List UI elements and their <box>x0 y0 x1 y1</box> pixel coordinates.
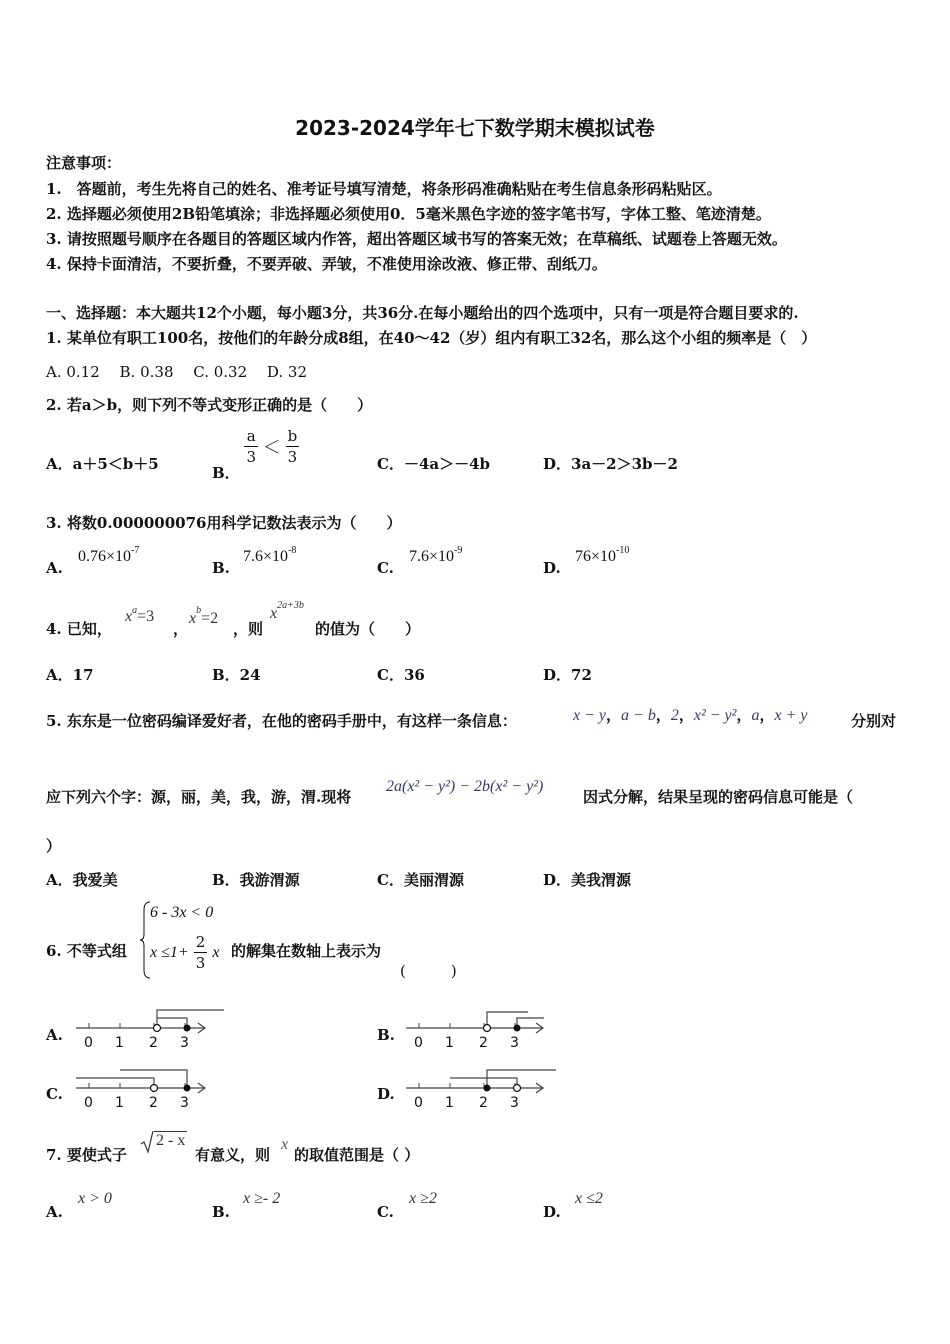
row-left: x ≤1+ <box>150 944 189 961</box>
question-7-option-a: x > 0 <box>78 1190 112 1207</box>
question-4-expr-3 <box>270 600 304 623</box>
question-4-expr-2 <box>189 605 219 628</box>
fraction <box>244 426 258 467</box>
option-label: A. <box>46 559 63 577</box>
mantissa: 7.6×10 <box>409 548 455 565</box>
rhs: =2 <box>201 610 219 627</box>
question-5-option-a: A．我爱美 <box>46 871 118 889</box>
base: x <box>189 610 197 627</box>
variable: x <box>281 1136 289 1153</box>
question-7-prefix: 7. 要使式子 <box>46 1146 127 1164</box>
question-1-options: A. 0.12 B. 0.38 C. 0.32 D. 32 <box>46 363 308 381</box>
numerator: a <box>246 427 256 445</box>
question-5-option-b: B．我游渭源 <box>212 871 300 889</box>
question-4-suffix: 的值为（ ） <box>315 620 421 638</box>
question-3-option-d <box>575 545 630 566</box>
question-4-option-b: B．24 <box>212 666 261 684</box>
question-3-option-b <box>243 545 297 566</box>
tick-label: 0 <box>414 1035 423 1051</box>
note-item: 1. 答题前，考生先将自己的姓名、准考证号填写清楚，将条形码准确粘贴在考生信息条形码粘贴区。 <box>46 180 722 198</box>
question-5-expression: 2a(x² − y²) − 2b(x² − y²) <box>386 778 544 795</box>
question-5-line-3: ） <box>46 837 62 855</box>
question-7-option-b: x ≥- 2 <box>243 1190 281 1207</box>
exponent: -9 <box>454 545 463 556</box>
separator: ， <box>678 706 694 724</box>
option-label: B． <box>212 463 240 482</box>
option-label: C. <box>377 1203 394 1221</box>
question-2-option-a: A．a＋5＜b＋5 <box>46 455 159 473</box>
comma: ， <box>173 620 189 638</box>
sqrt-expression <box>140 1130 187 1154</box>
tick-label: 3 <box>180 1035 189 1051</box>
term: x + y <box>774 707 808 724</box>
numerator: b <box>287 427 298 445</box>
question-2-option-c: C．－4a＞－4b <box>377 455 491 473</box>
question-5-terms <box>573 704 807 725</box>
exponent: 2a+3b <box>277 600 304 611</box>
radicand: 2 - x <box>156 1132 186 1149</box>
tick-label: 2 <box>479 1035 488 1051</box>
mantissa: 76×10 <box>575 548 617 565</box>
question-6-suffix: 的解集在数轴上表示为 <box>231 942 382 960</box>
then-text: ，则 <box>233 620 264 638</box>
question-4-prefix: 4. 已知， <box>46 620 112 638</box>
tick-label: 2 <box>479 1095 488 1111</box>
option-label: C. <box>46 1085 63 1103</box>
option-label: B. <box>377 1026 395 1044</box>
system-row-2 <box>150 932 220 973</box>
tick-label: 0 <box>414 1095 423 1111</box>
question-2-stem: 2. 若a＞b，则下列不等式变形正确的是（ ） <box>46 396 373 414</box>
number-line-b <box>402 1004 562 1058</box>
tick-label: 1 <box>445 1095 454 1111</box>
separator: ， <box>736 706 752 724</box>
separator: ， <box>655 706 671 724</box>
option-label: A. <box>46 1026 63 1044</box>
exponent: a <box>132 605 138 616</box>
tick-label: 2 <box>149 1095 158 1111</box>
term: a − b <box>621 707 656 724</box>
term: 2 <box>670 707 679 724</box>
term: x² − y² <box>693 707 737 724</box>
note-item: 3. 请按照题号顺序在各题目的答题区域内作答，超出答题区域书写的答案无效；在草稿纸、试题卷上答题无效。 <box>46 230 787 248</box>
question-7-suffix: 的取值范围是（ ） <box>294 1146 420 1164</box>
tick-label: 1 <box>115 1095 124 1111</box>
number-line-d <box>402 1062 562 1116</box>
question-7-option-d: x ≤2 <box>575 1190 603 1207</box>
base: x <box>270 605 278 622</box>
separator: ， <box>759 706 775 724</box>
option-label: B. <box>212 1203 230 1221</box>
system-row-1: 6 - 3x < 0 <box>150 904 214 921</box>
fraction <box>286 426 300 467</box>
number-line-a <box>72 1004 232 1058</box>
denominator: 3 <box>287 448 298 466</box>
tick-label: 2 <box>149 1035 158 1051</box>
question-5-line-1-suffix: 分别对 <box>851 712 897 730</box>
rhs: =3 <box>137 608 155 625</box>
tick-label: 3 <box>510 1095 519 1111</box>
notes-heading: 注意事项： <box>46 154 122 172</box>
question-4-option-a: A．17 <box>46 666 94 684</box>
mantissa: 7.6×10 <box>243 548 289 565</box>
exponent: -8 <box>288 545 297 556</box>
row-right: x <box>212 944 220 961</box>
exponent: -7 <box>131 545 140 556</box>
numerator: 2 <box>195 933 206 951</box>
note-item: 2. 选择题必须使用2B铅笔填涂；非选择题必须使用0．5毫米黑色字迹的签字笔书写，字体工整、笔迹清楚。 <box>46 205 771 223</box>
question-3-option-c <box>409 545 463 566</box>
term: a <box>751 707 760 724</box>
question-7-mid: 有意义，则 <box>195 1146 271 1164</box>
question-2-option-b <box>212 426 299 482</box>
separator: ， <box>606 706 622 724</box>
question-4-expr-1 <box>125 605 155 626</box>
sqrt-icon <box>140 1130 154 1154</box>
base: x <box>125 608 133 625</box>
option-label: B. <box>212 559 230 577</box>
exponent: -10 <box>616 545 630 556</box>
answer-paren: ( ) <box>400 962 457 980</box>
denominator: 3 <box>195 954 206 972</box>
question-7-option-c: x ≥2 <box>409 1190 437 1207</box>
question-1-stem: 1. 某单位有职工100名，按他们的年龄分成8组，在40～42（岁）组内有职工32名，那么这个小组的频率是（ ） <box>46 329 817 347</box>
section-heading: 一、选择题：本大题共12个小题，每小题3分，共36分.在每小题给出的四个选项中，只有一项是符合题目要求的. <box>46 304 799 322</box>
note-item: 4. 保持卡面清洁，不要折叠，不要弄破、弄皱，不准使用涂改液、修正带、刮纸刀。 <box>46 255 607 273</box>
question-2-option-d: D．3a－2＞3b－2 <box>543 455 678 473</box>
option-label: D. <box>543 559 561 577</box>
option-label: C. <box>377 559 394 577</box>
relation: ＜ <box>262 437 281 459</box>
number-line-c <box>72 1062 232 1116</box>
question-4-option-c: C．36 <box>377 666 425 684</box>
fraction <box>194 932 208 973</box>
term: x − y <box>573 707 606 724</box>
tick-label: 3 <box>180 1095 189 1111</box>
question-3-stem: 3. 将数0.000000076用科学记数法表示为（ ） <box>46 514 402 532</box>
question-5-option-d: D．美我渭源 <box>543 871 632 889</box>
option-label: A. <box>46 1203 63 1221</box>
tick-label: 1 <box>115 1035 124 1051</box>
option-label: D. <box>377 1085 395 1103</box>
tick-label: 0 <box>84 1035 93 1051</box>
tick-label: 3 <box>510 1035 519 1051</box>
question-5-line-2: 应下列六个字：源，丽，美，我，游，渭.现将 <box>46 788 352 806</box>
denominator: 3 <box>246 448 257 466</box>
mantissa: 0.76×10 <box>78 548 132 565</box>
question-5-line-1: 5. 东东是一位密码编译爱好者，在他的密码手册中，有这样一条信息： <box>46 712 517 730</box>
option-label: D. <box>543 1203 561 1221</box>
exponent: b <box>196 605 202 616</box>
page-title: 2023-2024学年七下数学期末模拟试卷 <box>295 116 655 140</box>
tick-label: 0 <box>84 1095 93 1111</box>
question-5-option-c: C．美丽渭源 <box>377 871 464 889</box>
question-5-line-2-suffix: 因式分解，结果呈现的密码信息可能是（ <box>583 788 854 806</box>
question-4-option-d: D．72 <box>543 666 592 684</box>
tick-label: 1 <box>445 1035 454 1051</box>
question-6-prefix: 6. 不等式组 <box>46 942 127 960</box>
question-3-option-a <box>78 545 140 566</box>
